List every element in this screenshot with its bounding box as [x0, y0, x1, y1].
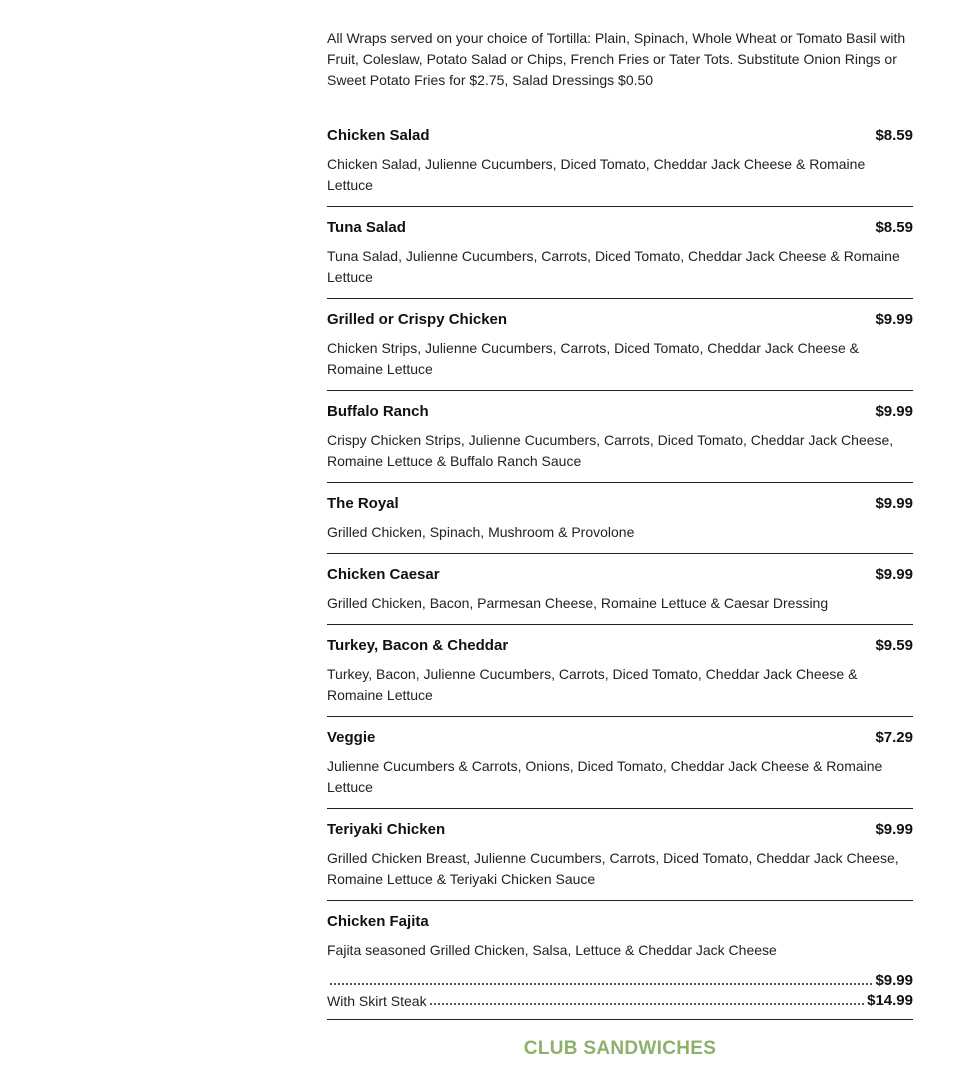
menu-item-name: Chicken Fajita [327, 913, 429, 930]
menu-item [327, 207, 913, 299]
menu-item-price: $9.99 [875, 566, 913, 583]
menu-item-description: Chicken Strips, Julienne Cucumbers, Carrots, Diced Tomato, Cheddar Jack Cheese & Romaine Lettuce [327, 340, 859, 377]
menu-item-price: $9.99 [875, 403, 913, 420]
menu-item-description: Julienne Cucumbers & Carrots, Onions, Diced Tomato, Cheddar Jack Cheese & Romaine Lettuce [327, 758, 883, 795]
menu-item [327, 809, 913, 901]
menu-item-header [327, 127, 913, 151]
menu-item-header [327, 311, 913, 335]
dot-leader [430, 1002, 865, 1005]
price-option-price: $14.99 [867, 992, 913, 1009]
menu-item [327, 299, 913, 391]
menu-item-header [327, 403, 913, 427]
menu-item-header [327, 729, 913, 753]
menu-item-price: $8.59 [875, 127, 913, 144]
menu-item-header [327, 637, 913, 661]
menu-item [327, 391, 913, 483]
menu-item-price: $9.99 [875, 311, 913, 328]
menu-item-header [327, 821, 913, 845]
menu-item [327, 554, 913, 625]
wraps-menu [327, 28, 913, 1020]
menu-item-name: Turkey, Bacon & Cheddar [327, 637, 509, 654]
section-title-club-sandwiches: CLUB SANDWICHES [523, 1038, 717, 1059]
menu-item-name: Grilled or Crispy Chicken [327, 311, 508, 328]
menu-item-price: $9.99 [875, 495, 913, 512]
menu-item-chicken-fajita [327, 901, 913, 1020]
menu-item [327, 625, 913, 717]
menu-item-description: Turkey, Bacon, Julienne Cucumbers, Carrots, Diced Tomato, Cheddar Jack Cheese & Romaine Lettuce [327, 666, 858, 703]
menu-item-name: Tuna Salad [327, 219, 406, 236]
price-option-price: $9.99 [875, 972, 913, 989]
price-option-regular [327, 969, 913, 989]
menu-items-list [327, 127, 913, 901]
menu-item-price: $9.99 [875, 821, 913, 838]
menu-item-header [327, 913, 913, 937]
menu-item-header [327, 495, 913, 519]
menu-item [327, 483, 913, 554]
price-option-skirt-steak [327, 989, 913, 1009]
menu-item-description: Crispy Chicken Strips, Julienne Cucumbers, Carrots, Diced Tomato, Cheddar Jack Cheese, Romaine Lettuce & Buffalo Ranch Sauce [327, 432, 894, 469]
menu-item-price: $7.29 [875, 729, 913, 746]
menu-item-name: Chicken Salad [327, 127, 430, 144]
menu-item [327, 717, 913, 809]
menu-item-header [327, 566, 913, 590]
menu-item-name: Buffalo Ranch [327, 403, 429, 420]
wraps-intro: All Wraps served on your choice of Tortilla: Plain, Spinach, Whole Wheat or Tomato Basil with Fruit, Coleslaw, Potato Salad or Chips, French Fries or Tater Tots. Substitute Onion Rings or Sweet Potato Fries for $2.75, Salad Dressings $0.50 [327, 30, 906, 88]
menu-item [327, 127, 913, 207]
menu-item-description: Grilled Chicken, Spinach, Mushroom & Provolone [327, 524, 635, 540]
menu-item-name: The Royal [327, 495, 399, 512]
price-option-label: With Skirt Steak [327, 993, 427, 1009]
menu-item-name: Teriyaki Chicken [327, 821, 446, 838]
menu-item-description: Grilled Chicken Breast, Julienne Cucumbers, Carrots, Diced Tomato, Cheddar Jack Cheese, Romaine Lettuce & Teriyaki Chicken Sauce [327, 850, 899, 887]
menu-item-description: Chicken Salad, Julienne Cucumbers, Diced Tomato, Cheddar Jack Cheese & Romaine Lettuce [327, 156, 866, 193]
dot-leader [330, 982, 872, 985]
menu-item-name: Chicken Caesar [327, 566, 440, 583]
menu-item-price: $8.59 [875, 219, 913, 236]
menu-item-header [327, 219, 913, 243]
menu-item-description: Tuna Salad, Julienne Cucumbers, Carrots, Diced Tomato, Cheddar Jack Cheese & Romaine Lettuce [327, 248, 900, 285]
menu-item-price: $9.59 [875, 637, 913, 654]
menu-item-description: Grilled Chicken, Bacon, Parmesan Cheese, Romaine Lettuce & Caesar Dressing [327, 595, 829, 611]
menu-item-description: Fajita seasoned Grilled Chicken, Salsa, Lettuce & Cheddar Jack Cheese [327, 942, 777, 958]
menu-item-name: Veggie [327, 729, 376, 746]
